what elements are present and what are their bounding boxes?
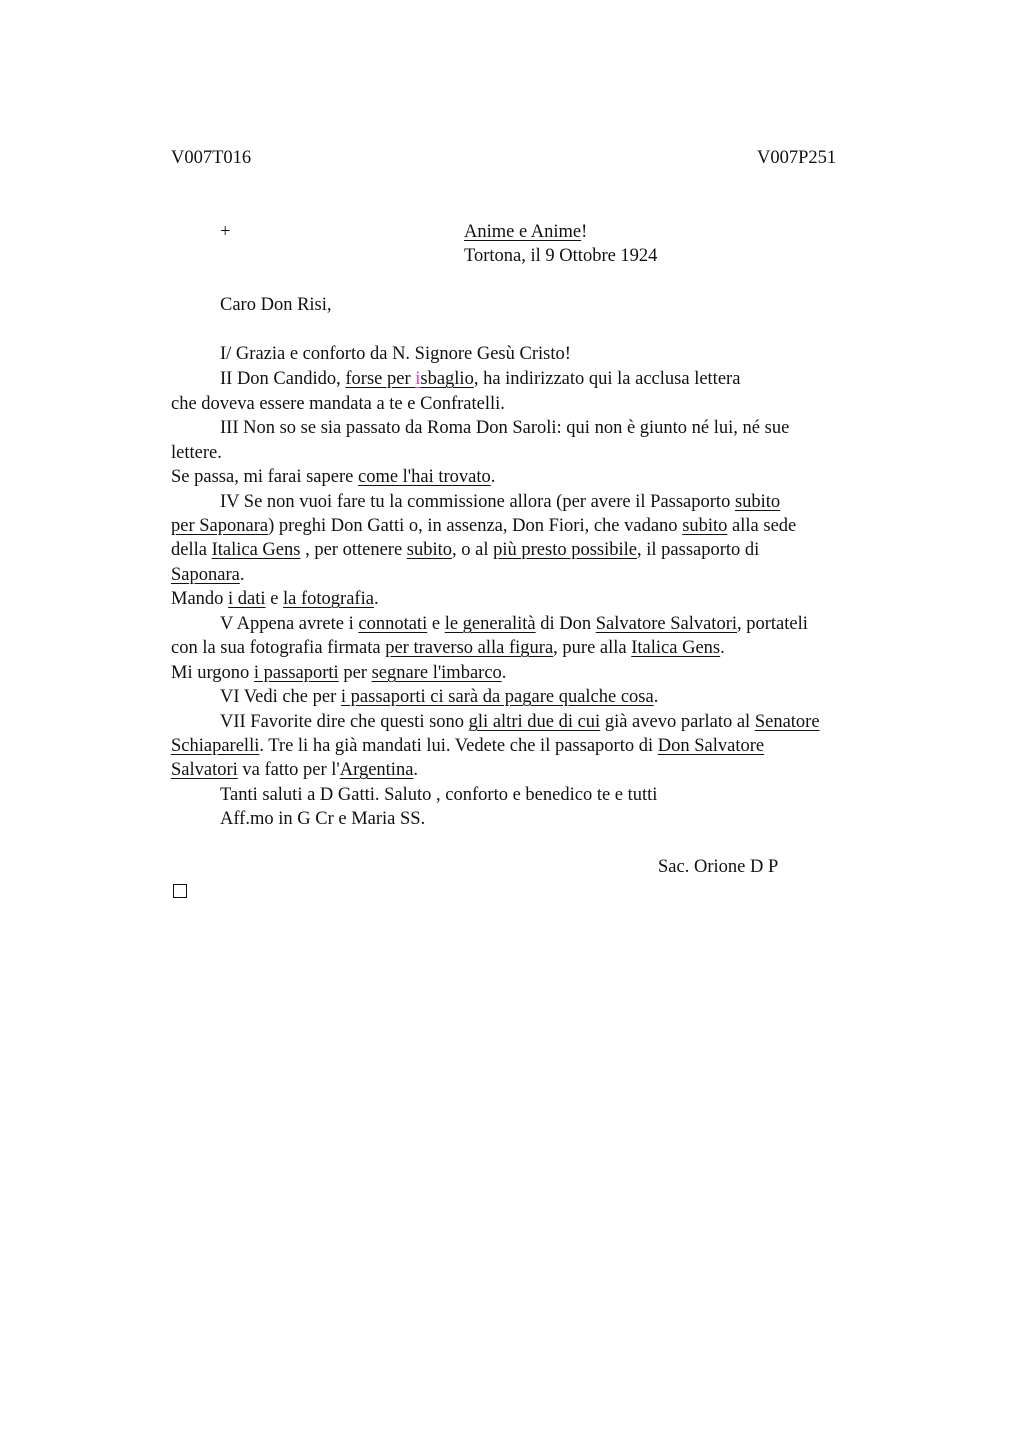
body-line: II Don Candido, forse per isbaglio, ha indirizzato qui la acclusa lettera [220, 369, 741, 389]
body-line: Aff.mo in G Cr e Maria SS. [220, 809, 426, 829]
document-code-left: V007T016 [171, 148, 252, 168]
motto: Anime e Anime! [464, 222, 588, 242]
body-line: Mi urgono i passaporti per segnare l'imbarco. [171, 663, 507, 683]
document-code-right: V007P251 [757, 148, 837, 168]
body-line: VI Vedi che per i passaporti ci sarà da pagare qualche cosa. [220, 687, 659, 707]
body-line: Saponara. [171, 565, 245, 585]
body-line: Se passa, mi farai sapere come l'hai trovato. [171, 467, 496, 487]
body-line: V Appena avrete i connotati e le generalità di Don Salvatore Salvatori, portateli [220, 614, 808, 634]
body-line: VII Favorite dire che questi sono gli altri due di cui già avevo parlato al Senatore [220, 712, 820, 732]
end-square-icon [173, 884, 187, 898]
body-line: lettere. [171, 443, 222, 463]
body-line: Mando i dati e la fotografia. [171, 589, 379, 609]
body-line: che doveva essere mandata a te e Confratelli. [171, 394, 505, 414]
salutation: Caro Don Risi, [220, 295, 332, 315]
place-date: Tortona, il 9 Ottobre 1924 [464, 246, 658, 266]
highlight-mark: i [415, 369, 421, 389]
body-line: Salvatori va fatto per l'Argentina. [171, 760, 419, 780]
signature: Sac. Orione D P [658, 857, 779, 877]
body-line: Tanti saluti a D Gatti. Saluto , conforto e benedico te e tutti [220, 785, 658, 805]
body-line: Schiaparelli. Tre li ha già mandati lui. Vedete che il passaporto di Don Salvatore [171, 736, 765, 756]
body-line: III Non so se sia passato da Roma Don Saroli: qui non è giunto né lui, né sue [220, 418, 790, 438]
motto-underlined: Anime e Anime [464, 222, 582, 242]
body-line: IV Se non vuoi fare tu la commissione allora (per avere il Passaporto subito [220, 492, 781, 512]
body-line: con la sua fotografia firmata per traverso alla figura, pure alla Italica Gens. [171, 638, 725, 658]
body-line: per Saponara) preghi Don Gatti o, in assenza, Don Fiori, che vadano subito alla sede [171, 516, 797, 536]
body-line: della Italica Gens , per ottenere subito, o al più presto possibile, il passaporto di [171, 540, 760, 560]
body-line: I/ Grazia e conforto da N. Signore Gesù Cristo! [220, 344, 571, 364]
cross-symbol: + [220, 222, 231, 242]
